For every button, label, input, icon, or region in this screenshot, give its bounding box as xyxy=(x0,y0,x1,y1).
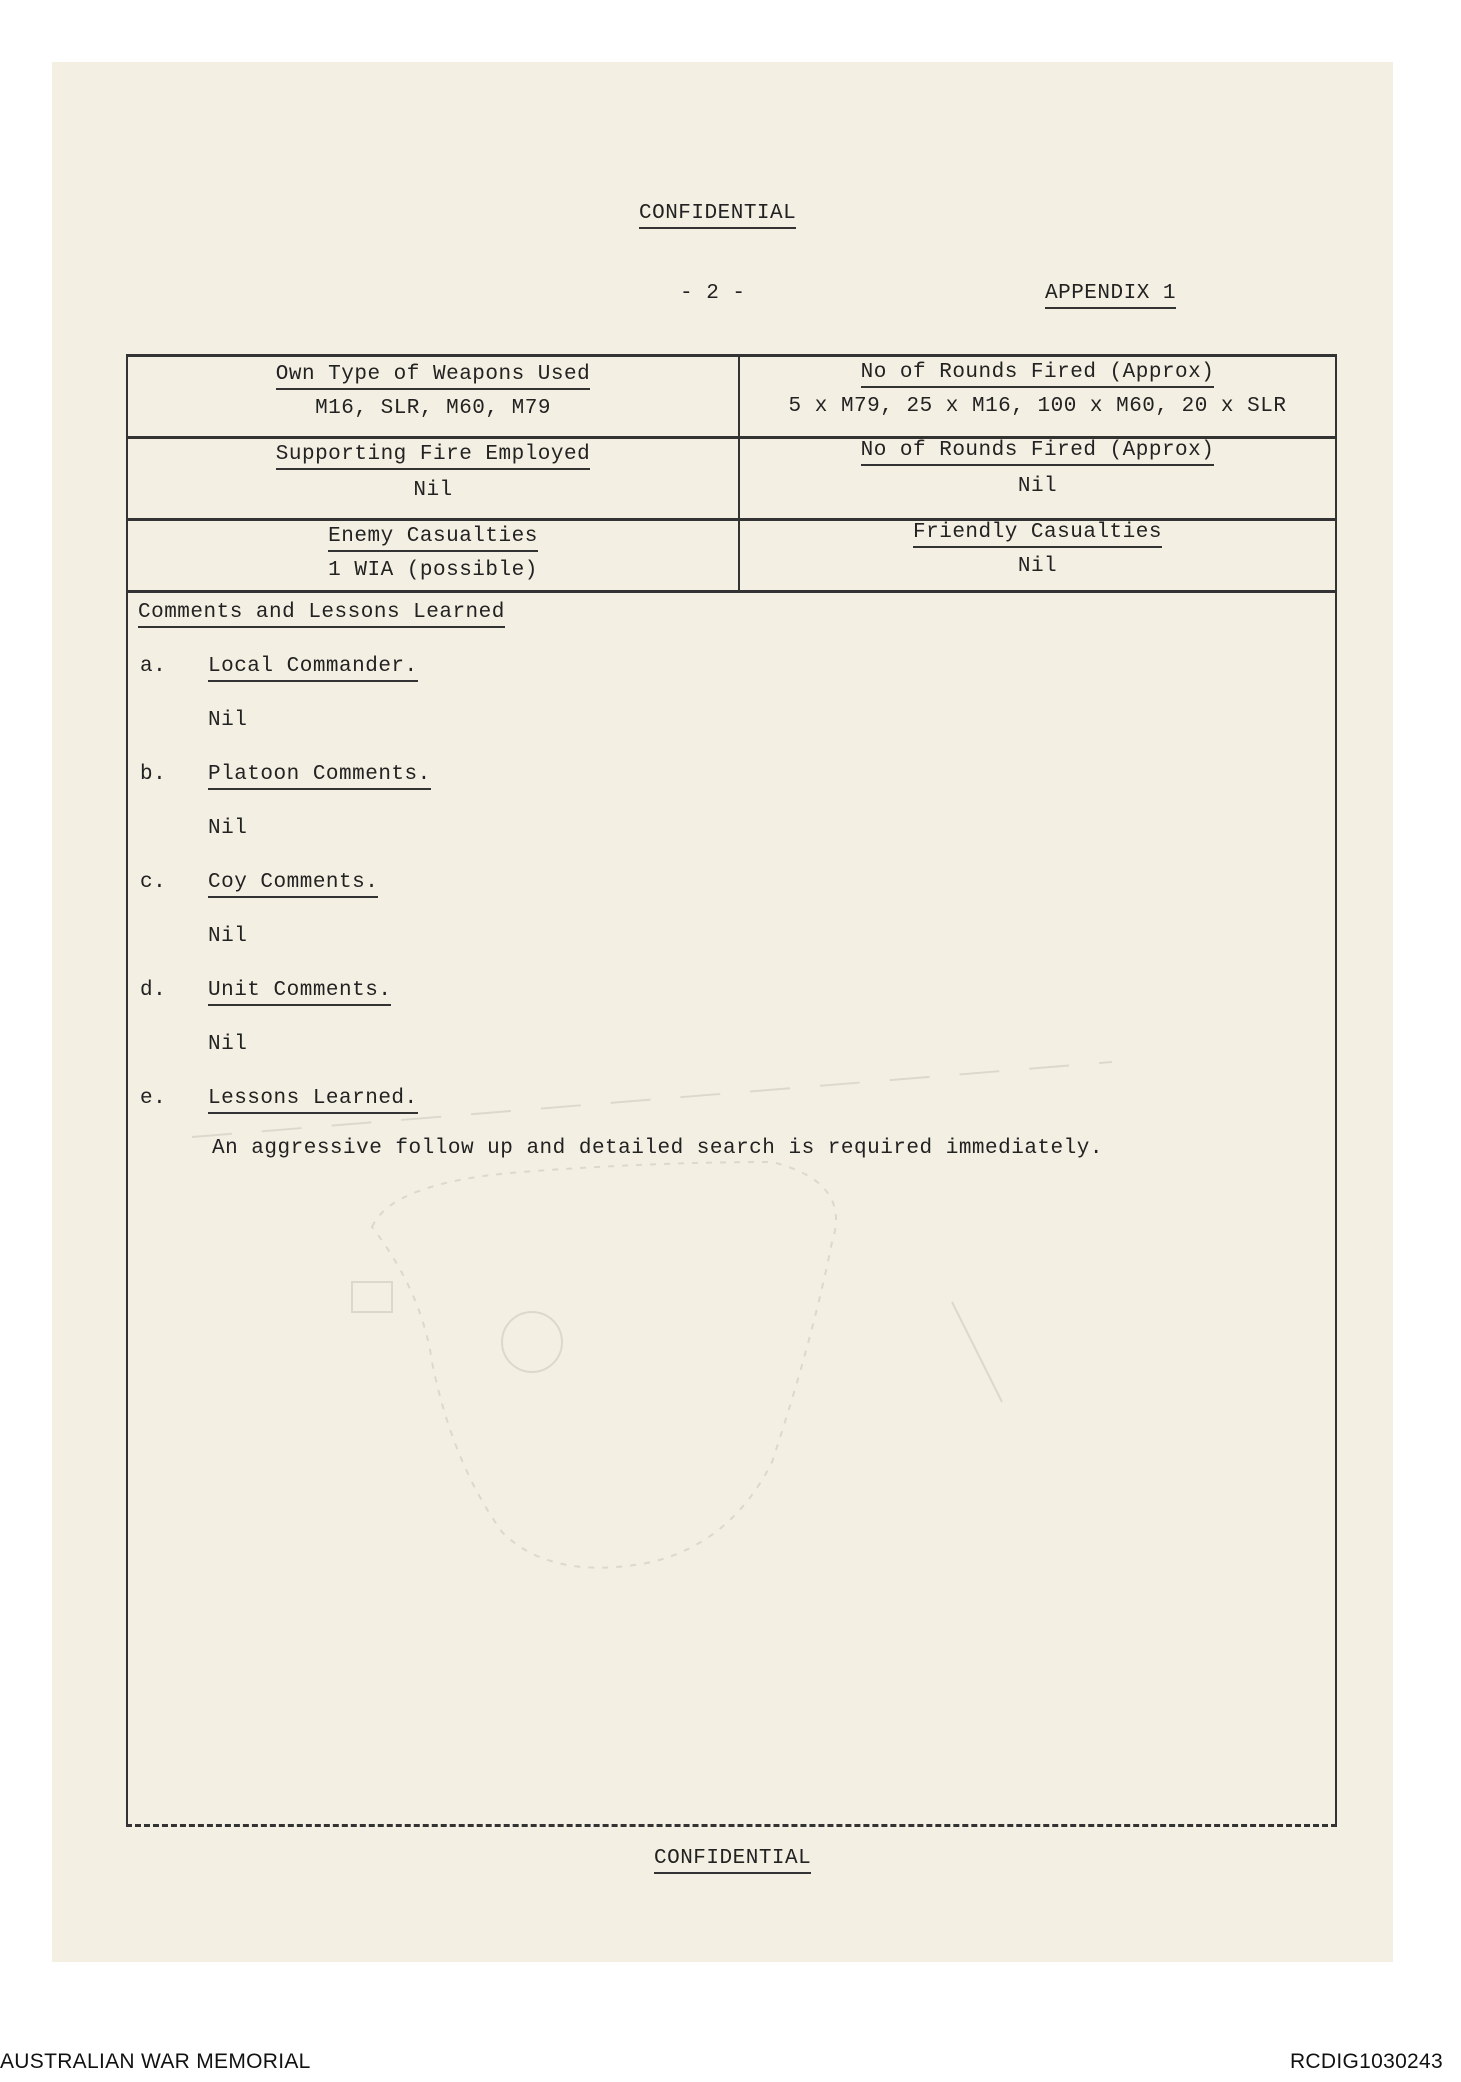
item-body: Nil xyxy=(208,817,248,840)
archive-id: RCDIG1030243 xyxy=(1289,2050,1443,2073)
classification-footer: CONFIDENTIAL xyxy=(654,1847,811,1870)
friendly-casualties-label: Friendly Casualties xyxy=(740,521,1335,544)
item-body: An aggressive follow up and detailed search is required immediately. xyxy=(212,1137,1103,1160)
item-title: Unit Comments. xyxy=(208,979,391,1006)
item-title: Coy Comments. xyxy=(208,871,378,898)
enemy-casualties-label: Enemy Casualties xyxy=(128,525,738,548)
own-weapons-value: M16, SLR, M60, M79 xyxy=(315,397,551,420)
supporting-rounds-label: No of Rounds Fired (Approx) xyxy=(740,439,1335,462)
own-weapons-label: Own Type of Weapons Used xyxy=(128,363,738,386)
summary-table xyxy=(126,354,1337,1827)
item-letter: b. xyxy=(140,763,167,786)
item-letter: e. xyxy=(140,1087,167,1110)
item-title: Local Commander. xyxy=(208,655,418,682)
item-letter: c. xyxy=(140,871,167,894)
item-body: Nil xyxy=(208,925,248,948)
supporting-fire-row xyxy=(128,436,1335,521)
rounds-fired-value: 5 x M79, 25 x M16, 100 x M60, 20 x SLR xyxy=(788,395,1287,418)
document-page xyxy=(52,62,1393,1962)
item-body: Nil xyxy=(208,709,248,732)
supporting-fire-value: Nil xyxy=(413,479,453,502)
enemy-casualties-value: 1 WIA (possible) xyxy=(328,559,538,582)
appendix-label: APPENDIX 1 xyxy=(1045,282,1176,305)
item-letter: d. xyxy=(140,979,167,1002)
item-body: Nil xyxy=(208,1033,248,1056)
comments-section xyxy=(128,590,1335,1827)
archive-name: AUSTRALIAN WAR MEMORIAL xyxy=(0,2050,311,2073)
item-title: Platoon Comments. xyxy=(208,763,431,790)
comments-heading: Comments and Lessons Learned xyxy=(138,601,505,624)
supporting-fire-label: Supporting Fire Employed xyxy=(128,443,738,466)
supporting-rounds-value: Nil xyxy=(1017,475,1058,498)
classification-header: CONFIDENTIAL xyxy=(639,202,796,225)
friendly-casualties-value: Nil xyxy=(1017,555,1058,578)
item-letter: a. xyxy=(140,655,167,678)
rounds-fired-label: No of Rounds Fired (Approx) xyxy=(740,361,1335,384)
page-number: - 2 - xyxy=(680,282,746,305)
item-title: Lessons Learned. xyxy=(208,1087,418,1114)
weapons-row xyxy=(128,354,1335,439)
casualties-row xyxy=(128,518,1335,593)
